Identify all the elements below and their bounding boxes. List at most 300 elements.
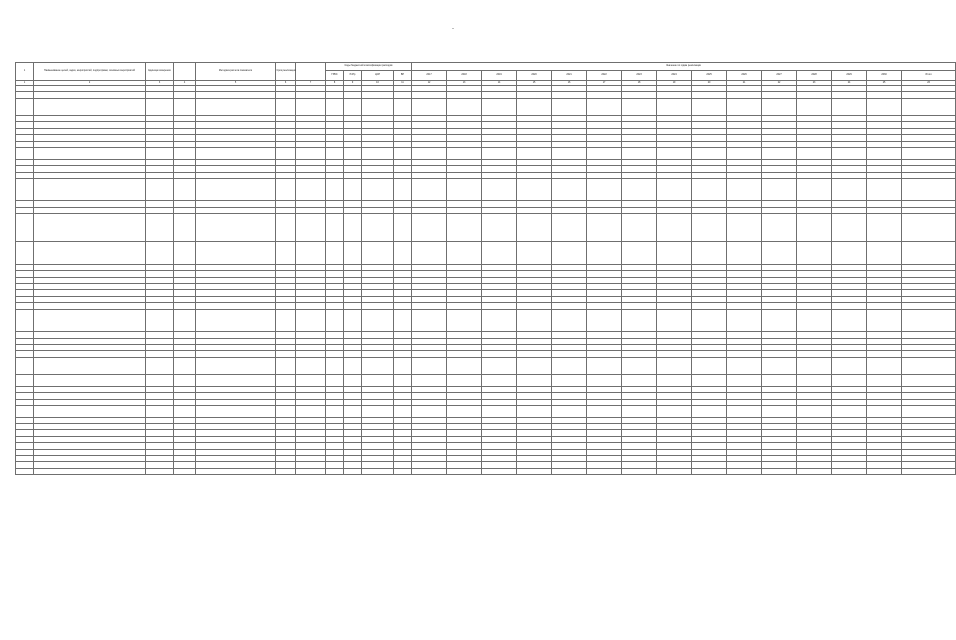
table-cell [276,357,296,374]
table-cell [587,357,622,374]
table-cell [762,374,797,386]
table-cell [174,147,196,159]
table-cell [482,405,517,417]
table-cell [692,178,727,201]
table-cell [362,468,394,474]
table-cell [587,242,622,265]
header-year-col: 2019 [482,71,517,81]
table-cell [902,147,956,159]
table-cell [326,405,344,417]
header-budget-subcol: ГРБС [326,71,344,81]
table-cell [587,468,622,474]
table-cell [412,214,447,242]
header-year-col: 2017 [412,71,447,81]
header-col-4 [174,63,196,81]
table-cell [16,309,34,332]
header-method: Методика расчета показателя [196,63,276,81]
table-cell [326,374,344,386]
table-cell [657,309,692,332]
table-cell [196,214,276,242]
table-cell [797,147,832,159]
table-cell [657,147,692,159]
column-number-cell: 13 [447,81,482,86]
table-cell [902,374,956,386]
table-cell [344,309,362,332]
table-cell [797,309,832,332]
table-cell [797,214,832,242]
table-cell [482,242,517,265]
table-cell [552,468,587,474]
table-row [16,98,956,115]
table-cell [174,357,196,374]
table-cell [797,242,832,265]
table-cell [902,357,956,374]
table-cell [657,214,692,242]
table-cell [727,309,762,332]
header-year-col: 2029 [832,71,867,81]
header-budget-subcol: ВР [394,71,412,81]
table-cell [412,405,447,417]
table-cell [692,242,727,265]
table-cell [412,147,447,159]
table-cell [552,178,587,201]
table-cell [587,178,622,201]
table-cell [902,98,956,115]
table-cell [296,374,326,386]
header-group-row [16,63,956,71]
table-cell [832,374,867,386]
table-cell [394,468,412,474]
table-cell [276,405,296,417]
header-term: Срок реализации [276,63,296,81]
table-cell [412,357,447,374]
table-cell [326,98,344,115]
table-cell [762,468,797,474]
table-cell [344,214,362,242]
table-cell [174,242,196,265]
table-cell [727,468,762,474]
table-cell [344,357,362,374]
table-cell [552,374,587,386]
column-number-cell: 2 [34,81,146,86]
table-cell [276,309,296,332]
table-cell [146,357,174,374]
table-row [16,405,956,417]
table-cell [447,178,482,201]
column-number-cell: 1 [16,81,34,86]
table-cell [867,468,902,474]
table-cell [727,178,762,201]
table-cell [326,214,344,242]
column-number-cell: 23 [797,81,832,86]
table-cell [344,374,362,386]
table-cell [517,178,552,201]
table-cell [692,405,727,417]
table-cell [727,242,762,265]
financing-table [15,62,956,475]
table-cell [657,374,692,386]
table-cell [34,309,146,332]
column-number-cell: 19 [657,81,692,86]
table-cell [762,242,797,265]
table-cell [482,468,517,474]
table-cell [146,242,174,265]
table-cell [832,178,867,201]
table-cell [552,147,587,159]
table-cell [622,214,657,242]
table-cell [146,468,174,474]
table-cell [326,242,344,265]
column-number-cell: 3 [146,81,174,86]
table-header [16,63,956,81]
table-cell [587,374,622,386]
table-cell [296,468,326,474]
table-cell [174,405,196,417]
table-cell [447,214,482,242]
table-cell [692,214,727,242]
table-cell [344,147,362,159]
header-year-col: 2028 [797,71,832,81]
table-cell [196,178,276,201]
table-cell [622,374,657,386]
table-cell [412,242,447,265]
table-cell [552,242,587,265]
table-cell [447,468,482,474]
header-name: Наименование целей, задач, мероприятий, подпрограмм, основных мероприятий [34,63,146,81]
column-number-cell: 24 [832,81,867,86]
header-year-col: Итого [902,71,956,81]
table-cell [867,98,902,115]
table-cell [34,147,146,159]
table-cell [482,357,517,374]
table-cell [412,468,447,474]
table-row [16,242,956,265]
table-cell [276,468,296,474]
table-cell [196,468,276,474]
table-cell [196,98,276,115]
table-cell [587,147,622,159]
table-cell [867,309,902,332]
table-cell [276,98,296,115]
table-cell [362,214,394,242]
table-cell [552,98,587,115]
table-cell [552,309,587,332]
column-number-cell: 25 [867,81,902,86]
table-cell [727,147,762,159]
table-cell [326,309,344,332]
table-cell [34,98,146,115]
table-cell [276,242,296,265]
table-cell [587,214,622,242]
column-number-cell: 7 [296,81,326,86]
header-unit: Единица измерения [146,63,174,81]
table-cell [832,214,867,242]
table-cell [16,242,34,265]
table-cell [174,374,196,386]
table-cell [196,242,276,265]
table-cell [16,147,34,159]
table-cell [394,214,412,242]
table-cell [146,214,174,242]
table-cell [362,309,394,332]
table-cell [196,309,276,332]
table-cell [146,405,174,417]
table-cell [447,309,482,332]
table-cell [657,405,692,417]
table-cell [296,309,326,332]
header-year-col: 2024 [657,71,692,81]
table-cell [762,178,797,201]
table-cell [16,468,34,474]
table-cell [296,405,326,417]
table-cell [587,309,622,332]
column-number-cell: 15 [517,81,552,86]
table-cell [727,374,762,386]
table-cell [867,405,902,417]
table-cell [622,357,657,374]
table-cell [174,178,196,201]
table-cell [34,242,146,265]
table-cell [16,374,34,386]
table-cell [16,357,34,374]
table-cell [146,374,174,386]
header-index: 1 [16,63,34,81]
table-cell [362,374,394,386]
table-cell [196,374,276,386]
table-cell [447,374,482,386]
table-cell [394,178,412,201]
table-cell [622,178,657,201]
table-cell [517,242,552,265]
table-cell [394,242,412,265]
column-number-cell: 8 [326,81,344,86]
table-cell [867,214,902,242]
table-cell [447,242,482,265]
header-year-col: 2027 [762,71,797,81]
header-year-col: 2030 [867,71,902,81]
column-number-cell: 14 [482,81,517,86]
header-year-col: 2023 [622,71,657,81]
table-cell [16,214,34,242]
table-cell [16,98,34,115]
table-cell [146,178,174,201]
table-cell [326,357,344,374]
column-number-cell: 9 [344,81,362,86]
header-budget-code: Коды бюджетной классификации расходов [326,63,412,71]
table-cell [482,178,517,201]
table-cell [16,178,34,201]
table-cell [394,309,412,332]
header-amount: Значение по годам реализации [412,63,956,71]
table-cell [902,214,956,242]
table-row [16,178,956,201]
column-number-cell: 10 [362,81,394,86]
table-cell [762,147,797,159]
table-cell [296,357,326,374]
table-cell [797,468,832,474]
header-year-col: 2022 [587,71,622,81]
table-cell [902,178,956,201]
table-cell [902,242,956,265]
table-cell [326,178,344,201]
table-cell [762,98,797,115]
table-cell [657,357,692,374]
table-cell [296,178,326,201]
table-cell [296,242,326,265]
table-cell [174,98,196,115]
table-cell [517,98,552,115]
table-cell [797,357,832,374]
table-cell [412,374,447,386]
page-top-mark: - [452,26,454,32]
column-number-cell: 16 [552,81,587,86]
table-row [16,374,956,386]
table-cell [34,405,146,417]
table-cell [412,178,447,201]
column-number-cell: 18 [622,81,657,86]
table-cell [276,374,296,386]
table-cell [482,98,517,115]
column-number-cell: 4 [174,81,196,86]
table-cell [394,98,412,115]
table-cell [762,214,797,242]
table-cell [517,405,552,417]
table-cell [326,147,344,159]
table-cell [552,405,587,417]
column-number-cell: 21 [727,81,762,86]
table-cell [34,214,146,242]
table-cell [362,242,394,265]
header-year-col: 2026 [727,71,762,81]
table-cell [692,147,727,159]
table-cell [517,214,552,242]
table-cell [344,98,362,115]
table-cell [902,468,956,474]
table-cell [517,309,552,332]
table-cell [797,405,832,417]
table-cell [517,468,552,474]
table-cell [622,98,657,115]
table-cell [482,374,517,386]
table-cell [16,405,34,417]
table-cell [622,242,657,265]
table-row [16,468,956,474]
table-cell [34,468,146,474]
table-cell [867,178,902,201]
header-executor [296,63,326,81]
table-cell [797,178,832,201]
column-number-cell: 11 [394,81,412,86]
table-cell [762,309,797,332]
table-cell [447,98,482,115]
header-year-col: 2020 [517,71,552,81]
header-year-col: 2021 [552,71,587,81]
table-cell [622,309,657,332]
table-cell [447,357,482,374]
table-cell [902,405,956,417]
table-cell [657,98,692,115]
column-number-cell: 22 [762,81,797,86]
table-cell [727,405,762,417]
table-cell [552,357,587,374]
table-row [16,147,956,159]
table-cell [146,309,174,332]
table-cell [412,98,447,115]
table-cell [587,98,622,115]
table-cell [174,468,196,474]
column-number-cell: 12 [412,81,447,86]
table-cell [174,214,196,242]
header-year-col: 2018 [447,71,482,81]
table-cell [482,147,517,159]
table-cell [867,357,902,374]
table-cell [517,357,552,374]
table-cell [34,178,146,201]
table-row [16,214,956,242]
table-cell [832,242,867,265]
table-cell [552,214,587,242]
table-cell [727,357,762,374]
column-number-cell: 17 [587,81,622,86]
table-cell [34,374,146,386]
table-cell [447,147,482,159]
table-cell [832,357,867,374]
column-number-cell: 5 [196,81,276,86]
table-cell [412,309,447,332]
table-cell [344,405,362,417]
table-cell [517,374,552,386]
table-cell [362,147,394,159]
table-body [16,81,956,475]
table-cell [832,309,867,332]
table-cell [692,357,727,374]
table-cell [832,468,867,474]
table-cell [344,468,362,474]
table-cell [394,357,412,374]
table-cell [727,214,762,242]
table-cell [797,374,832,386]
table-cell [196,405,276,417]
table-cell [692,374,727,386]
table-cell [296,214,326,242]
table-cell [832,98,867,115]
table-cell [622,405,657,417]
table-cell [196,147,276,159]
table-cell [832,405,867,417]
table-cell [276,214,296,242]
column-number-cell: 26 [902,81,956,86]
table-cell [146,147,174,159]
table-cell [326,468,344,474]
table-cell [692,468,727,474]
table-cell [622,147,657,159]
table-cell [867,374,902,386]
table-cell [762,357,797,374]
table-cell [762,405,797,417]
header-budget-subcol: ЦСР [362,71,394,81]
table-cell [362,405,394,417]
column-number-cell: 20 [692,81,727,86]
table-cell [867,242,902,265]
table-cell [344,178,362,201]
column-number-cell: 6 [276,81,296,86]
table-cell [362,178,394,201]
table-cell [727,98,762,115]
table-cell [394,374,412,386]
table-cell [692,309,727,332]
table-cell [174,309,196,332]
table-cell [692,98,727,115]
